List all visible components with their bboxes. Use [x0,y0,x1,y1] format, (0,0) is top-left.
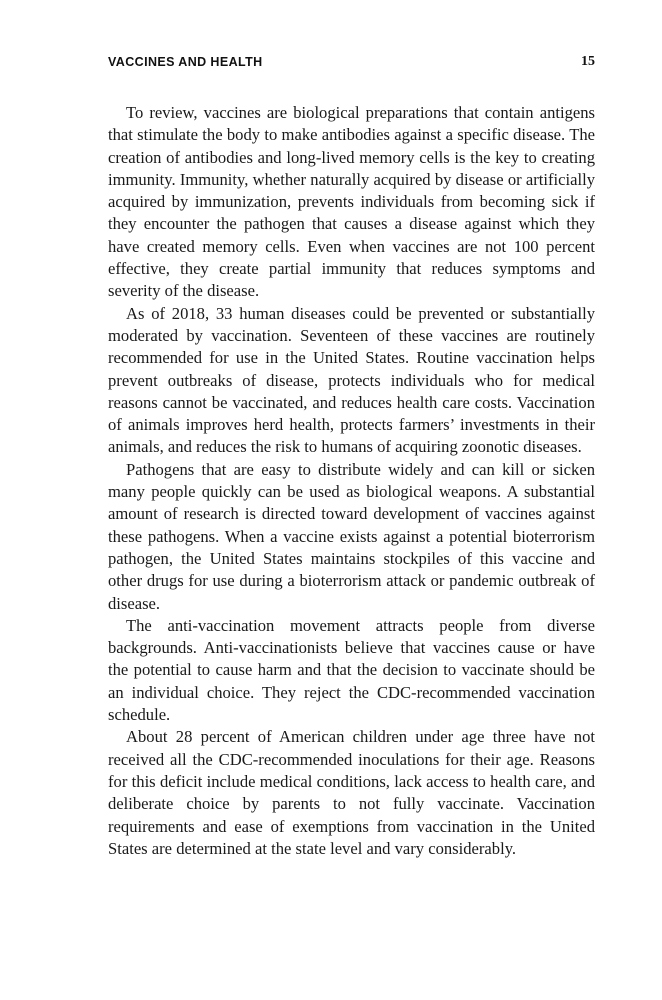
paragraph-children-coverage: About 28 percent of American children under age three have not received all the CDC-recommended inoculations for their age. Reasons for this deficit include medical conditions, lack access to health care, and deliberate choice by parents to not fully vaccinate. Vaccination requirements and ease of exemptions from vaccination in the United States are determined at the state level and vary considerably. [108,727,595,858]
page-number: 15 [581,54,595,69]
paragraph-diseases-prevented: As of 2018, 33 human diseases could be prevented or substantially moderated by vaccination. Seventeen of these vaccines are routinely recommended for use in the United States. Routine vaccination helps prevent outbreaks of disease, protects individuals who for medical reasons cannot be vaccinated, and reduces health care costs. Vaccination of animals improves herd health, protects farmers’ investments in their animals, and reduces the risk to humans of acquiring zoonotic diseases. [108,303,595,457]
body-text [108,102,595,860]
paragraph-anti-vaccination: The anti-vaccination movement attracts people from diverse backgrounds. Anti-vaccinationists believe that vaccines cause or have the potential to cause harm and that the decision to vaccinate should be an individual choice. They reject the CDC-recommended vaccination schedule. [108,615,595,725]
running-title: VACCINES AND HEALTH [108,55,263,69]
paragraph-review: To review, vaccines are biological preparations that contain antigens that stimulate the body to make antibodies against a specific disease. The creation of antibodies and long-lived memory cells is the key to creating immunity. Immunity, whether naturally acquired by disease or artificially acquired by immunization, prevents individuals from becoming sick if they encounter the pathogen that causes a disease against which they have created memory cells. Even when vaccines are not 100 percent effective, they create partial immunity that reduces symptoms and severity of the disease. [108,103,595,301]
running-head [108,55,595,75]
paragraph-biological-weapons: Pathogens that are easy to distribute widely and can kill or sicken many people quickly can be used as biological weapons. A substantial amount of research is directed toward development of vaccines against these pathogens. When a vaccine exists against a potential bioterrorism pathogen, the United States maintains stockpiles of this vaccine and other drugs for use during a bioterrorism attack or pandemic outbreak of disease. [108,459,595,613]
